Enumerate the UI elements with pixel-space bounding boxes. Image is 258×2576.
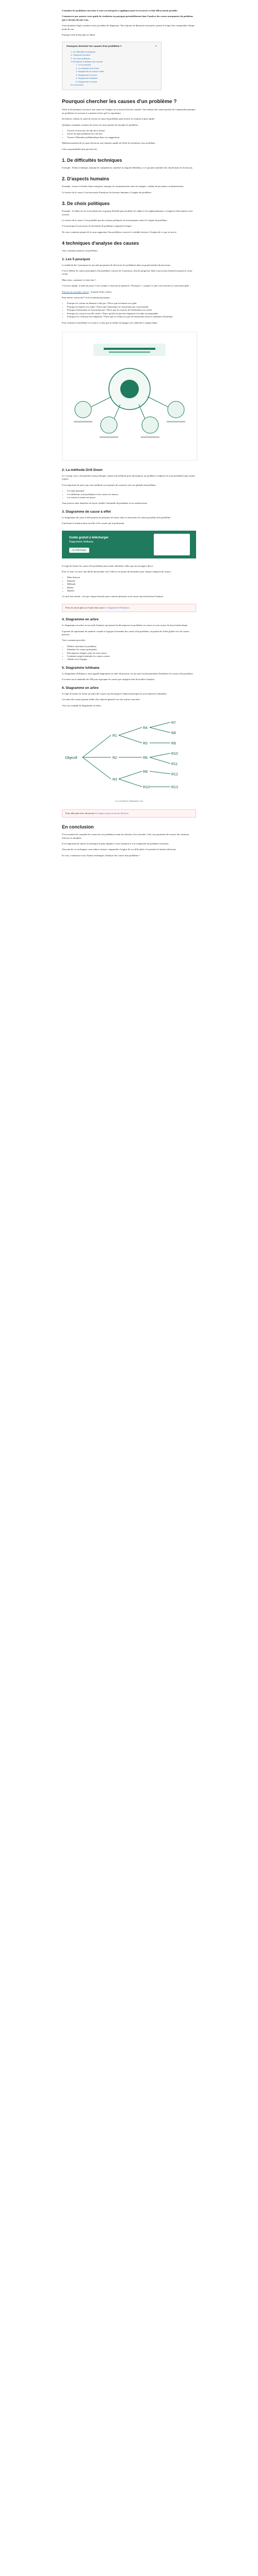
tree-node: R12 [171, 772, 178, 776]
paragraph: Il est important de choisir la technique la plus adaptée à votre situation et à la complexité du problème rencontré. [62, 842, 169, 845]
list-item: • Pourquoi n'a-t-elle pas été remplacée ? Parce que la voiture n'a pas été entretenue selon le calendrier d'entretien. [67, 315, 196, 318]
list-item: • Continuer jusqu'à atteindre les causes racines [67, 655, 196, 658]
list-item: • Main d'œuvre [67, 576, 196, 579]
paragraph: Le travers de la cause, il est probable que des raisons politiques ou économiques soient à l'origine du problème. [62, 219, 168, 222]
toc-subitem[interactable]: 6. Diagramme en arbre [76, 80, 98, 83]
intro-para-2: Pourquoi faut-il bien plus au détail [62, 33, 95, 37]
tree-root: Objectif [65, 756, 77, 760]
list-item: • Les différents sous-problèmes et les causes de chacun [67, 493, 196, 496]
heading-political: 3. De choix politiques [62, 201, 110, 207]
heading-why: Pourquoi chercher les causes d'un problème ? [62, 99, 177, 105]
article [62, 0, 196, 857]
list-item: • Définir clairement le problème [67, 645, 196, 648]
infographic-drawing [62, 332, 197, 460]
intro-para-1: Cette première étape constitue votre procédure de diagnostic. Pas toujours de démarche structurée, prenez le temps d'en comprendre chaque point de vue. [62, 24, 195, 30]
bullet-list [62, 302, 196, 318]
paragraph: Le diagramme en arbre est un outil d'analyse qui permet de décomposer un problème en causes et sous-causes de façon hiérarchique. [62, 624, 188, 627]
paragraph: Pour ce faire, on trace une flèche horizontale vers l'effet et on ajoute des branches pour chaque catégorie de causes : [62, 570, 172, 573]
tree-node: R2 [112, 756, 117, 760]
toc-item[interactable]: En conclusion [71, 83, 84, 86]
toc-subitem[interactable]: 2. La méthode Drill Down [76, 66, 99, 70]
list-item: • Méthode [67, 583, 196, 586]
list-item: • Pourquoi la courroie est-elle cassée ? Parce qu'elle n'a pas été remplacée à la date recommandée. [67, 312, 196, 315]
example-link[interactable]: Prenons un exemple concret [62, 290, 89, 293]
paragraph: Pour mieux vous poser 5 fois la question pourquoi : [62, 296, 111, 299]
paragraph: Cet arbre des causes permet d'aller d'un objectif général vers des actions concrètes. [62, 698, 141, 701]
paragraph: Exemple : le lobby de tel ou tel politicien ou groupe d'intérêt peut modifier les règles et les réglementations, et impacter directement votre activité. [62, 210, 193, 216]
banner-subtitle: Diagramme Ishikawa [69, 540, 93, 544]
toc-item[interactable]: 1. De difficultés techniques [71, 50, 95, 53]
paragraph: Prenons un exemple concret : la panne d'une voiture. [62, 290, 112, 293]
tree-node: R8 [171, 731, 176, 735]
intro-bold-1: Connaître les problèmes survenus à votre ou entreprise à appliquer pour la recouvrer et doit efficacement possible. [62, 9, 178, 12]
toc-toggle-icon[interactable]: ≡ [155, 45, 157, 48]
toc-item[interactable]: 3. De choix politiques [71, 57, 91, 60]
tree-node: R5 [143, 741, 148, 745]
infographic-image [62, 332, 197, 461]
tree-node: R4 [143, 726, 148, 730]
list-item: • Un sujet principal [67, 489, 196, 493]
paragraph: Mais alors, comment s'y faire face ? [62, 278, 96, 281]
paragraph: Il se base sur la méthode des 5M pour regrouper les causes par catégorie afin de faciliter l'analyse. [62, 678, 155, 681]
paragraph: Ce concept vous a été présenté en psychologie comme une méthode pour décomposer un problème complexe en sous-problèmes plus faciles à gérer. [62, 474, 196, 481]
paragraph: Le diagramme d'Ishikawa, aussi appelé diagramme en arête de poisson, est un outil visuel permettant d'identifier les causes d'un problème. [62, 672, 194, 675]
tree-node: R1 [112, 734, 117, 738]
paragraph: Il s'agit de mettre en forme un arbre des causes qui décompose l'objectif principal en sous-objectifs réalisables. [62, 692, 167, 695]
paragraph: Selon le dictionnaire Larousse, une cause est l'origine ou la raison d'un fait constaté. Une analyse des causes permet de comprendre pourquoi un problème est survenu et comment éviter qu'il se reproduise. [62, 108, 196, 114]
paragraph: Et vous, connaissez-vous d'autres techniques d'analyse des causes d'un problème ? [62, 854, 140, 857]
paragraph: C'est pourquoi le processus de résolution de problème comprend 3 étapes : [62, 225, 133, 228]
download-banner[interactable] [62, 531, 196, 558]
paragraph: Voici comment analyser un problème : [62, 249, 99, 252]
paragraph: Cette responsabilité peut provenir de : [62, 147, 99, 150]
heading-tree: 4. Diagramme en arbre [62, 618, 99, 622]
paragraph: C'est à définir les causes principales d'un problème, à poser de 5 questions, afin de progresser dans le processus d'analyse jusqu'à la cause racine. [62, 269, 192, 276]
list-item: • Décomposer chaque cause en sous-causes [67, 652, 196, 655]
toc-subitem[interactable]: 5. Diagramme Ishikawa [76, 77, 98, 80]
bullet-list [62, 576, 196, 592]
heading-tree-2: 6. Diagramme en arbre [62, 686, 99, 690]
paragraph: Malheureusement de la cause découvrir une solution rapide de l'effet de résolution votre problème. [62, 142, 156, 145]
paragraph: Ne vous contentez jamais de la cause apparente d'un problème, trouvez le véritable facteur à l'origine de ce qui est arrivé. [62, 230, 177, 233]
tree-node: R10 [171, 752, 178, 756]
list-item: • Identifier les causes principales [67, 648, 196, 651]
paragraph: Pour remonter le problème à sa source, il faut que la chaîne de logique soit cohérente à chaque étape. [62, 321, 158, 324]
heading-ishikawa: 5. Diagramme Ishikawa [62, 666, 100, 670]
heading-conclusion: En conclusion [62, 824, 94, 830]
heading-5-why: 1. Les 5 pourquoi [62, 257, 90, 261]
tree-node: R7 [171, 721, 176, 725]
heading-technical: 1. De difficultés techniques [62, 157, 122, 163]
paragraph: Voici un exemple de diagramme en arbre : [62, 704, 102, 707]
read-also-note-2: Pour aller plus loin, découvrez les étapes du processus de décision [62, 809, 196, 818]
list-item: • Pourquoi la batterie est à plat ? Parce que l'alternateur ne fonctionne pas correctement. [67, 306, 196, 309]
tree-node: R9 [171, 741, 176, 745]
read-also-link[interactable]: Le diagramme d'Ishikawa [104, 606, 130, 609]
paragraph: En théorie, retenez le cadre de travers la cause du problème peut trouver la solution la plus rapide : [62, 117, 156, 121]
list-item: • Trouver l'éléments problématique dans vos suggestions [67, 136, 196, 139]
list-item: • Matériel [67, 580, 196, 583]
table-of-contents [62, 42, 162, 90]
paragraph: Quelques exemples courants de travers la cause permet de résoudre le problème : [62, 123, 139, 126]
paragraph: Il s'agit de classer les causes d'un problème pour mieux identifier celles qui ont un impact direct. [62, 564, 154, 567]
paragraph: C'est très simple, il suffit de poser 5 fois comme ci-dessous la question « Pourquoi ? » jusqu'à ce que vous trouviez la cause principale : [62, 284, 190, 287]
tree-node: R8 [143, 770, 148, 774]
list-item: • Matière [67, 589, 196, 592]
paragraph: Il est essentiel de connaître les causes de vos problèmes avant de chercher à les résoudre. Cela vous permettra de trouver des solutions efficaces et durables. [62, 833, 189, 839]
tree-node: R3 [112, 777, 117, 782]
tree-edges [83, 722, 170, 787]
list-item: • Savoir de quel problème lui a été mis [67, 132, 196, 135]
banner-download-button[interactable]: Je télécharge [69, 548, 89, 553]
paragraph: Il permet de représenter de manière visuelle et logique l'ensemble des causes d'un problème, en partant de l'effet global vers les causes précises. [62, 630, 189, 636]
toc-subitem[interactable]: 1. La 5 pourquoi [76, 63, 91, 66]
bullet-list [62, 129, 196, 139]
list-item: • Pourquoi la voiture ne démarre-t-elle pas ? Parce que la batterie est à plat. [67, 302, 196, 305]
tree-diagram [62, 717, 196, 794]
heading-techniques: 4 techniques d'analyse des causes [62, 241, 139, 246]
bullet-list [62, 645, 196, 662]
read-also-link-2[interactable]: les étapes du processus de décision [95, 811, 128, 815]
heading-drill-down: 2. La méthode Drill Down [62, 468, 103, 472]
paragraph: Voici comment procéder : [62, 639, 87, 642]
paragraph: Vous pouvez ainsi identifier de façon visuelle l'ensemble du problème et ses ramifications. [62, 502, 148, 505]
tree-node: R11 [171, 762, 178, 766]
intro-bold-2: Commencer par amener votre guide de résolution en pourquoi potentiellement dans l'analyse des causes marquantes du problème qui se dessine devant vous. [62, 15, 194, 21]
paragraph: Le travers de la cause, il est nécessaire d'analyser les facteurs humains à l'origine du problème. [62, 191, 152, 194]
paragraph: Ce qu'il faut retenir, c'est que chaque branche peut contenir plusieurs sous-causes qui enrichissent l'analyse. [62, 595, 164, 598]
toc-subitem[interactable]: 4. Diagramme en arbre [76, 73, 98, 76]
heading-human: 2. D'aspects humains [62, 176, 109, 182]
paragraph: Il est important de noter que cette méthode vous permet de conserver une vue globale du problème : [62, 483, 157, 486]
toc-subitem[interactable]: 3. Diagramme de cause à effet [76, 70, 104, 73]
tree-node: R13 [171, 785, 178, 789]
paragraph: Exemple : travers le leader d'une entreprise, manque de communication entre les équipes, conflits de personnes ou démotivation. [62, 185, 184, 188]
list-item: • Valider avec l'équipe [67, 658, 196, 661]
tree-node: R6 [143, 756, 148, 760]
paragraph: Le diagramme de cause à effet permet de présenter de façon claire et structurée les causes possibles d'un problème. [62, 516, 171, 519]
read-also-note: Pour en savoir plus sur l'outil, lisez aussi Le diagramme d'Ishikawa [62, 604, 196, 612]
paragraph: Exemple : Panne technique, manque de compétences, matériel ou logiciel défaillant, à ce qui peut entraîner des retards dans les livraisons. [62, 166, 193, 169]
tree-node: R10 [143, 785, 150, 789]
paragraph: Il présente la relation entre un effet et les causes qui le produisent. [62, 522, 125, 525]
list-item: • Pourquoi l'alternateur ne fonctionne pas ? Parce que la courroie de l'alternateur est cassée. [67, 309, 196, 312]
toc-item[interactable]: 4 techniques d'analyse des causes 1. La 5 pourquoi 2. La méthode Drill Down 3. Diagramme de cause à effet 4. Diagramme en arbre 5. Diagramme Ishikawa 6. Diagramme en arbre [71, 60, 157, 83]
paragraph: La méthode des 5 pourquoi est un outil qui permet de découvrir les problèmes dans un grand nombre de processus. [62, 263, 171, 266]
list-item: • Trouver le bon mot-clé afin de le mettre [67, 129, 196, 132]
banner-title: Guide gratuit à télécharger [69, 536, 109, 539]
list-item: • Milieu [67, 586, 196, 589]
heading-cause-effect: 3. Diagramme de cause à effet [62, 510, 111, 514]
banner-thumbnail [154, 534, 190, 555]
list-item: • Les actions à mettre en œuvre [67, 496, 196, 499]
paragraph: Chacune de ces techniques vous aidera à mieux comprendre l'origine de vos difficultés et à prendre les bonnes décisions. [62, 848, 177, 851]
bullet-list [62, 489, 196, 499]
tree-caption: www.mindtools-diagramme.com [115, 800, 143, 803]
toc-item[interactable]: 2. D'aspects humains [71, 54, 91, 57]
toc-title: Pourquoi chercher les causes d'un problème ? [67, 45, 122, 48]
